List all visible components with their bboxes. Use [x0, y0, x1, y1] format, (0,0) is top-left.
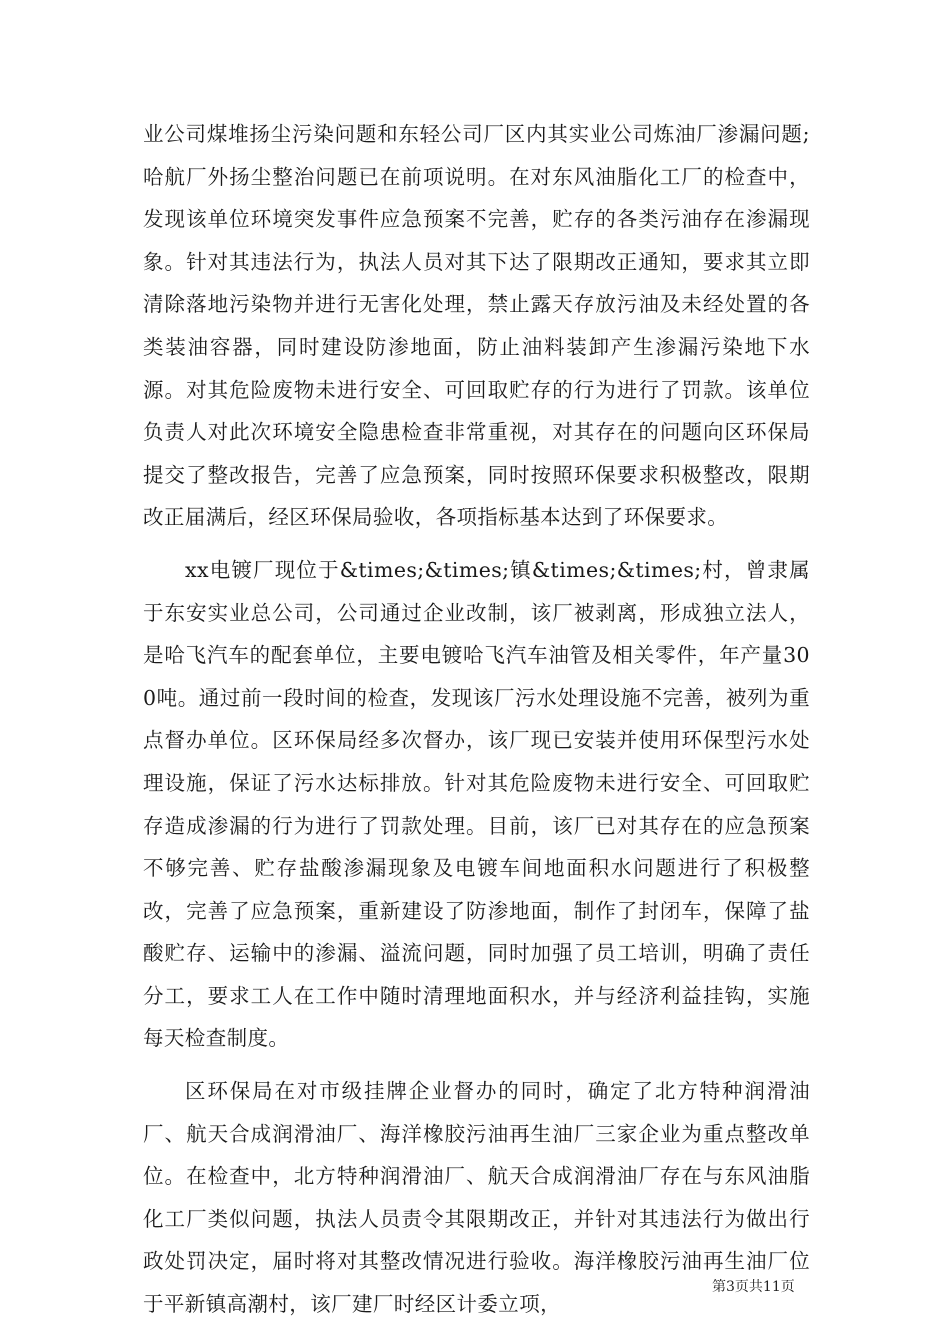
paragraph-continuation: 业公司煤堆扬尘污染问题和东轻公司厂区内其实业公司炼油厂渗漏问题;哈航厂外扬尘整治问题已在前项说明。在对东风油脂化工厂的检查中，发现该单位环境突发事件应急预案不完善，贮存的各类污油存在渗漏现象。针对其违法行为，执法人员对其下达了限期改正通知，要求其立即清除落地污染物并进行无害化处理，禁止露天存放污油及未经处置的各类装油容器，同时建设防渗地面，防止油料装卸产生渗漏污染地下水源。对其危险废物未进行安全、可回取贮存的行为进行了罚款。该单位负责人对此次环境安全隐患检查非常重视，对其存在的问题向区环保局提交了整改报告，完善了应急预案，同时按照环保要求积极整改，限期改正届满后，经区环保局验收，各项指标基本达到了环保要求。 — [143, 122, 810, 530]
page-number-footer: 第3页共11页 — [712, 1279, 795, 1295]
paragraph-electroplating-plant: xx电镀厂现位于&times;&times;镇&times;&times;村，曾隶属于东安实业总公司，公司通过企业改制，该厂被剥离，形成独立法人，是哈飞汽车的配套单位，主要电镀哈飞汽车油管及相关零件，年产量300吨。通过前一段时间的检查，发现该厂污水处理设施不完善，被列为重点督办单位。区环保局经多次督办，该厂现已安装并使用环保型污水处理设施，保证了污水达标排放。针对其危险废物未进行安全、可回取贮存造成渗漏的行为进行了罚款处理。目前，该厂已对其存在的应急预案不够完善、贮存盐酸渗漏现象及电镀车间地面积水问题进行了积极整改，完善了应急预案，重新建设了防渗地面，制作了封闭车，保障了盐酸贮存、运输中的渗漏、溢流问题，同时加强了员工培训，明确了责任分工，要求工人在工作中随时清理地面积水，并与经济利益挂钩，实施每天检查制度。 — [143, 557, 810, 1051]
paragraph-key-rectification-units: 区环保局在对市级挂牌企业督办的同时，确定了北方特种润滑油厂、航天合成润滑油厂、海洋橡胶污油再生油厂三家企业为重点整改单位。在检查中，北方特种润滑油厂、航天合成润滑油厂存在与东风油脂化工厂类似问题，执法人员责令其限期改正，并针对其违法行为做出行政处罚决定，届时将对其整改情况进行验收。海洋橡胶污油再生油厂位于平新镇高潮村，该厂建厂时经区计委立项， — [143, 1079, 810, 1317]
document-body — [143, 113, 810, 1326]
